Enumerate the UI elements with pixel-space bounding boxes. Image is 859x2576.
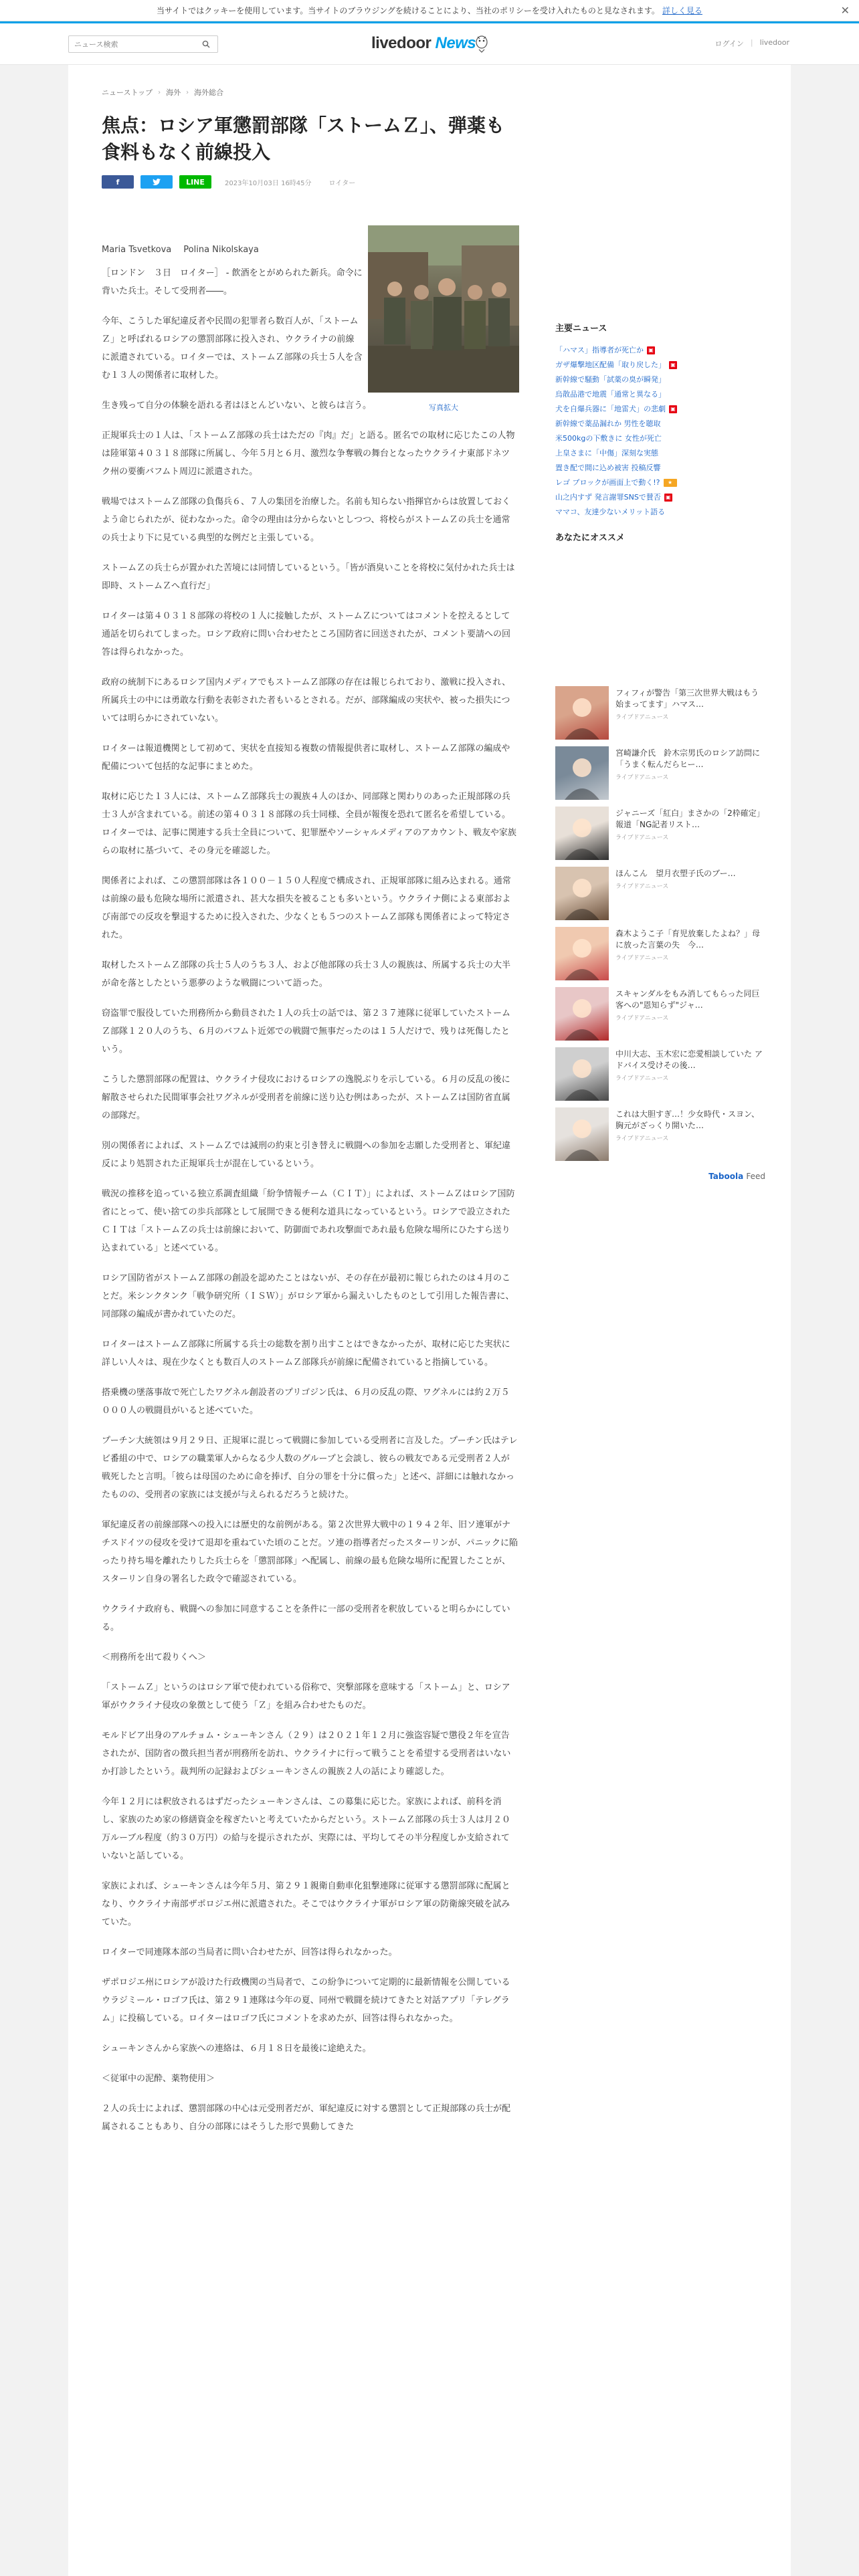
article-body <box>102 264 518 2136</box>
facebook-share-button[interactable]: f <box>102 175 134 189</box>
photo-caption[interactable]: 写真拡大 <box>429 403 458 412</box>
recommend-text <box>615 686 765 724</box>
article-photo[interactable] <box>368 225 519 393</box>
recommend-thumbnail[interactable] <box>555 686 609 740</box>
paragraph: ロイターはストームＺ部隊に所属する兵士の総数を割り出すことはできなかったが、取材に応じた実状に詳しい人々は、現在少なくとも数百人のストームＺ部隊兵が前線に配備されていると指摘している。 <box>102 1339 510 1368</box>
paragraph: ザポロジエ州にロシアが設けた行政機関の当局者で、この紛争について定期的に最新情報を公開しているウラジミール・ロゴフ氏は、第２９１連隊は今年の夏、同州で戦闘を続けてきたと対話アプリ「テレグラム」に投稿している。ロイターはロゴフ氏にコメントを求めたが、回答は得られなかった。 <box>102 1977 510 2024</box>
news-list-item-label: 置き配で間に込め被害 投稿反響 <box>555 463 661 472</box>
recommend-text <box>615 867 765 893</box>
news-list-item[interactable] <box>555 372 765 387</box>
recommend-text <box>615 807 765 844</box>
paragraph: 戦況の推移を追っている独立系調査組織「紛争情報チーム（ＣＩＴ）」によれば、ストームＺはロシア国防省にとって、使い捨ての歩兵部隊として展開できる便利な道具になっているという。ロシアで設立されたＣＩＴは「ストームＺの兵士は前線において、防御面であれ攻撃面であれ最も危険な場所にひたすら送り込まれている」と述べている。 <box>102 1189 515 1253</box>
paragraph: 搭乗機の墜落事故で死亡したワグネル創設者のプリゴジン氏は、６月の反乱の際、ワグネルには約２万５０００人の戦闘員がいると述べていた。 <box>102 1388 510 1416</box>
paragraph: ロイターは第４０３１８部隊の将校の１人に接触したが、ストームＺについてはコメントを控えるとして通話を切られてしまった。ロシア政府に問い合わせたところ国防省に回送されたが、コメント要請への回答は得られなかった。 <box>102 611 511 657</box>
news-list-item-label: 犬を自爆兵器に「地雷犬」の悲劇 <box>555 405 666 413</box>
news-list-item-label: ガザ爆撃地区配備「取り戻した」 <box>555 360 666 369</box>
search-icon[interactable] <box>196 36 216 52</box>
news-list-item[interactable] <box>555 402 765 417</box>
livedoor-link[interactable]: livedoor <box>759 38 789 47</box>
breadcrumb <box>102 87 518 98</box>
close-icon[interactable]: ✕ <box>840 4 850 17</box>
recommend-thumbnail[interactable] <box>555 746 609 800</box>
login-link[interactable]: ログイン <box>714 39 744 48</box>
article-source: ロイター <box>328 179 356 187</box>
news-list-item[interactable] <box>555 358 765 372</box>
news-list-item[interactable] <box>555 343 765 358</box>
recommend-item[interactable] <box>555 987 765 1047</box>
recommend-thumbnail[interactable] <box>555 987 609 1041</box>
recommend-item[interactable] <box>555 927 765 987</box>
paragraph: 別の関係者によれば、ストームＺでは減刑の約束と引き替えに戦闘への参加を志願した受刑者と、軍紀違反により処罰された正規軍兵士が混在しているという。 <box>102 1141 511 1169</box>
recommend-text <box>615 746 765 784</box>
recommend-text <box>615 1047 765 1085</box>
recommend-headline[interactable]: ほんこん 望月衣塑子氏のブー… <box>615 869 736 878</box>
paragraph: 軍紀違反者の前線部隊への投入には歴史的な前例がある。第２次世界大戦中の１９４２年、旧ソ連軍がナチスドイツの侵攻を受けて退却を重ねていた頃のことだ。ソ連の指導者だったスターリンが、パニックに陥ったり持ち場を離れたりした兵士らを「懲罰部隊」へ配属し、前線の最も危険な場所に配置したことが、スターリン自身の署名した政令で確認されている。 <box>102 1520 518 1584</box>
news-list-item[interactable] <box>555 431 765 446</box>
paragraph: 「ストームＺ」というのはロシア軍で使われている俗称で、突撃部隊を意味する「ストーム」と、ロシア軍がウクライナ侵攻の象徴として使う「Ｚ」を組み合わせたものだ。 <box>102 1683 510 1711</box>
paragraph: モルドビア出身のアルチョム・シューキンさん（２９）は２０２１年１２月に強盗容疑で懲役２年を宣告されたが、国防省の徴兵担当者が刑務所を訪れ、ウクライナに行って戦うことを希望する受刑者はいないか打診したという。裁判所の記録およびシューキンさんの親族２人の話により確認した。 <box>102 1731 511 1777</box>
paragraph: 政府の統制下にあるロシア国内メディアでもストームＺ部隊の存在は報じられており、激戦に投入され、所属兵士の中には勇敢な行動を表彰された者もいるとされる。だが、部隊編成の実状や、被った損失については明らかにされていない。 <box>102 677 511 724</box>
paragraph: ロイターは報道機関として初めて、実状を直接知る複数の情報提供者に取材し、ストームＺ部隊の編成や配備について包括的な記事にまとめた。 <box>102 744 510 772</box>
news-list-item-label: 「ハマス」指導者が死亡か <box>555 346 644 354</box>
cookie-policy-link[interactable]: 詳しく見る <box>662 6 702 15</box>
paragraph: 今年、こうした軍紀違反者や民間の犯罪者ら数百人が、「ストームＺ」と呼ばれるロシアの懲罰部隊に投入され、ウクライナの前線に派遣されている。ロイターでは、ストームＺ部隊の兵士５人を含む１３人の関係者に取材した。 <box>102 316 363 381</box>
paragraph: 関係者によれば、この懲罰部隊は各１００－１５０人程度で構成され、正規軍部隊に組み込まれる。通常は前線の最も危険な場所に派遣され、甚大な損失を被ることも多いという。ウクライナ側による東部および南部での反攻を撃退するために投入された、少なくとも５つのストームＺ部隊も関係者によって特定された。 <box>102 876 511 940</box>
new-badge-icon: ★ <box>664 479 677 487</box>
recommend-text <box>615 1107 765 1145</box>
chevron-right-icon: › <box>186 88 189 96</box>
paragraph: 家族によれば、シューキンさんは今年５月、第２９１親衛自動車化狙撃連隊に従軍する懲罰部隊に配属となり、ウクライナ南部ザポロジエ州に派遣された。そこではウクライナ軍がロシア軍の防衛線突破を試みていた。 <box>102 1881 510 1927</box>
recommend-headline[interactable]: スキャンダルをもみ消してもらった同巨客への"恩知らず"ジャ… <box>615 989 760 1010</box>
section-heading: ＜従軍中の泥酔、薬物使用＞ <box>102 2074 215 2084</box>
recommend-source: ライブドアニュース <box>615 774 669 781</box>
paragraph: ロイターで同連隊本部の当局者に問い合わせたが、回答は得られなかった。 <box>102 1947 397 1957</box>
recommend-thumbnail[interactable] <box>555 807 609 860</box>
article-main <box>102 65 518 2148</box>
paragraph: ２人の兵士によれば、懲罰部隊の中心は元受刑者だが、軍紀違反に対する懲罰として正規部隊の兵士が配属されることもあり、自分の部隊にはそうした形で異動してきた <box>102 2104 511 2132</box>
author-name: Maria Tsvetkova <box>102 245 172 255</box>
paragraph: 取材したストームＺ部隊の兵士５人のうち３人、および他部隊の兵士３人の親族は、所属する兵士の大半が命を落としたという悪夢のような戦闘について語った。 <box>102 960 511 988</box>
photo-badge-icon: ▣ <box>664 494 672 502</box>
paragraph: 窃盗罪で服役していた刑務所から動員された１人の兵士の話では、第２３７連隊に従軍していたストームＺ部隊１２０人のうち、６月のバフムト近郊での戦闘で無事だったのは１５人だけで、残りは死傷したという。 <box>102 1008 511 1055</box>
recommend-thumbnail[interactable] <box>555 867 609 920</box>
taboola-logo: Taboola <box>708 1172 744 1181</box>
recommend-headline[interactable]: 宮崎謙介氏 鈴木宗男氏のロシア訪問に「うまく転んだらヒー… <box>615 748 761 769</box>
news-list-item[interactable] <box>555 505 765 520</box>
ranking-title: 主要ニュース <box>555 324 607 334</box>
recommend-text <box>615 927 765 964</box>
recommend-title: あなたにオススメ <box>555 533 625 543</box>
header-links <box>714 38 789 49</box>
photo-badge-icon: ▣ <box>669 361 677 369</box>
site-logo[interactable] <box>371 34 476 53</box>
paragraph: こうした懲罰部隊の配置は、ウクライナ侵攻におけるロシアの逸脱ぶりを示している。６月の反乱の後に解散させられた民間軍事会社ワグネルが受刑者を前線に送り込む例はあったが、ストームＺは国防省直属の部隊だ。 <box>102 1075 510 1121</box>
news-list-item-label: レゴ ブロックが画面上で動く!? <box>555 478 660 487</box>
mascot-icon <box>474 33 490 56</box>
photo-badge-icon: ▣ <box>669 405 677 413</box>
news-list-item[interactable] <box>555 461 765 475</box>
feed-label: Feed <box>746 1172 765 1181</box>
recommend-source: ライブドアニュース <box>615 1015 669 1022</box>
recommend-item[interactable] <box>555 1047 765 1107</box>
news-list-item-label: ママコ、友達少ないメリット語る <box>555 508 666 516</box>
recommend-headline[interactable]: 中川大志、玉木宏に恋愛相談していた アドバイス受けその後… <box>615 1049 763 1070</box>
paragraph: 生き残って自分の体験を語れる者はほとんどいない、と彼らは言う。 <box>102 401 372 411</box>
page-title: 焦点：ロシア軍懲罰部隊「ストームＺ」、弾薬も食料もなく前線投入 <box>102 114 505 163</box>
recommend-item[interactable] <box>555 867 765 927</box>
news-list-item[interactable] <box>555 387 765 402</box>
paragraph: ウクライナ政府も、戦闘への参加に同意することを条件に一部の受刑者を釈放していると明らかにしている。 <box>102 1604 510 1632</box>
news-list-item[interactable] <box>555 417 765 431</box>
recommend-source: ライブドアニュース <box>615 835 669 841</box>
recommend-thumbnail[interactable] <box>555 1107 609 1161</box>
paragraph: シューキンさんから家族への連絡は、６月１８日を最後に途絶えた。 <box>102 2044 371 2054</box>
recommend-source: ライブドアニュース <box>615 714 669 721</box>
recommend-item[interactable] <box>555 746 765 807</box>
paragraph: プーチン大統領は９月２９日、正規軍に混じって戦闘に参加している受刑者に言及した。プーチン氏はテレビ番組の中で、ロシアの職業軍人からなる少人数のグループと会談し、彼らの戦友である元受刑者２人が戦死したと言明。「彼らは母国のために命を捧げ、自分の罪を十分に償った」と述べ、詳細には触れなかったものの、受刑者の家族には支援が与えられるだろうと続けた。 <box>102 1436 518 1500</box>
search-input[interactable] <box>69 36 196 52</box>
recommend-item[interactable] <box>555 1107 765 1168</box>
recommend-source: ライブドアニュース <box>615 883 669 890</box>
recommend-list <box>555 686 765 1168</box>
share-row <box>102 175 518 189</box>
divider: | <box>750 38 753 47</box>
paragraph: ［ロンドン ３日 ロイター］ - 飲酒をとがめられた新兵。命令に背いた兵士。そして受刑者――。 <box>102 268 363 296</box>
news-list-item-label: 上皇さまに「中傷」深刻な実態 <box>555 449 658 457</box>
news-list-item[interactable] <box>555 490 765 505</box>
recommend-item[interactable] <box>555 686 765 746</box>
recommend-source: ライブドアニュース <box>615 955 669 962</box>
news-list-item-label: 新幹線で薬品漏れか 男性を聴取 <box>555 419 661 428</box>
recommend-headline[interactable]: ジャニーズ「紅白」まさかの「2枠確定」報道「NG記者リスト… <box>615 809 765 829</box>
breadcrumb-item[interactable]: ニューストップ <box>102 88 153 97</box>
news-list-item-label: 米500kgの下敷きに 女性が死亡 <box>555 434 662 443</box>
news-list-item[interactable] <box>555 446 765 461</box>
author-name: Polina Nikolskaya <box>183 245 259 255</box>
paragraph: 正規軍兵士の１人は、「ストームＺ部隊の兵士はただの『肉』だ」と語る。匿名での取材に応じたこの人物は陸軍第４０３１８部隊に所属し、今年５月と６月、激烈な争奪戦の舞台となったウクライナ東部ドネツク州の要衝バフムト周辺に派遣された。 <box>102 431 515 477</box>
paragraph: 戦場ではストームＺ部隊の負傷兵６、７人の集団を治療した。名前も知らない指揮官からは放置しておくよう命じられたが、従わなかった。命令の理由は分からないとしつつ、将校らがストームＺの兵士を通常の兵士より下に見ている典型的な例だと主張している。 <box>102 497 511 543</box>
recommend-thumbnail[interactable] <box>555 927 609 980</box>
site-header <box>0 23 859 65</box>
logo-news: News <box>435 34 476 52</box>
section-heading: ＜刑務所を出て殺りくへ＞ <box>102 1652 207 1662</box>
twitter-share-button[interactable] <box>140 175 173 189</box>
recommend-headline[interactable]: 森木ようこ子「育児放棄したよね？」母に放った言葉の失 今… <box>615 929 761 950</box>
search-box <box>68 35 218 53</box>
recommend-thumbnail[interactable] <box>555 1047 609 1101</box>
paragraph: ストームＺの兵士らが置かれた苦境には同情しているという。「皆が酒臭いことを将校に気付かれた兵士は即時、ストームＺへ直行だ」 <box>102 563 515 591</box>
breadcrumb-item[interactable]: 海外総合 <box>194 88 224 97</box>
page-container <box>68 65 791 2576</box>
recommend-headline[interactable]: フィフィが警告「第三次世界大戦はもう始まってます」ハマス… <box>615 688 759 709</box>
news-list-item-label: 烏散品港で地震「通常と異なる」 <box>555 390 666 399</box>
recommend-headline[interactable]: これは大胆すぎ…！少女時代・スヨン、胸元がざっくり開いた… <box>615 1109 760 1130</box>
paragraph: 今年１２月には釈放されるはずだったシューキンさんは、この募集に応じた。家族によれば、前科を消し、家族のため家の修繕資金を稼ぎたいと考えていたからだという。ストームＺ部隊の兵士３人は月２０万ルーブル程度（約３０万円）の給与を提示されたが、実際には、平均してその半分程度しか支給されていないと話している。 <box>102 1797 511 1861</box>
taboola-feed-label[interactable] <box>555 1172 765 1181</box>
news-list-item[interactable] <box>555 475 765 490</box>
recommend-source: ライブドアニュース <box>615 1075 669 1082</box>
cookie-text: 当サイトではクッキーを使用しています。当サイトのブラウジングを続けることにより、当社のポリシーを受け入れたものと見なされます。 <box>157 6 660 15</box>
publish-date: 2023年10月03日 16時45分 <box>225 179 312 187</box>
news-list-item-label: 新幹線で騒動「試薬の臭が瞬発」 <box>555 375 666 384</box>
article-photo-box <box>368 225 519 413</box>
line-share-button[interactable]: LINE <box>179 175 211 189</box>
recommend-source: ライブドアニュース <box>615 1136 669 1142</box>
logo-main: livedoor <box>371 34 432 52</box>
news-list-item-label: 山之内すず 発言謝罪SNSで賛否 <box>555 493 661 502</box>
chevron-right-icon: › <box>158 88 161 96</box>
sidebar <box>555 65 765 1181</box>
breadcrumb-item[interactable]: 海外 <box>166 88 181 97</box>
recommend-text <box>615 987 765 1025</box>
main-news-list <box>555 343 765 520</box>
photo-badge-icon: ▣ <box>647 346 655 354</box>
paragraph: 取材に応じた１３人には、ストームＺ部隊兵士の親族４人のほか、同部隊と関わりのあった正規部隊の兵士３人が含まれている。前述の第４０３１８部隊の兵士同様、全員が報復を恐れて匿名を希望している。ロイターでは、記事に関連する兵士全員について、犯罪歴やソーシャルメディアのアカウント、戦友や家族らの取材に基づいて、その身元を確認した。 <box>102 792 516 856</box>
paragraph: ロシア国防省がストームＺ部隊の創設を認めたことはないが、その存在が最初に報じられたのは４月のことだ。米シンクタンク「戦争研究所（ＩＳＷ）」がロシア軍から漏えいしたものとして引用した報告書に、同部隊の編成が書かれていたのだ。 <box>102 1273 514 1319</box>
recommend-item[interactable] <box>555 807 765 867</box>
cookie-banner <box>0 0 859 21</box>
